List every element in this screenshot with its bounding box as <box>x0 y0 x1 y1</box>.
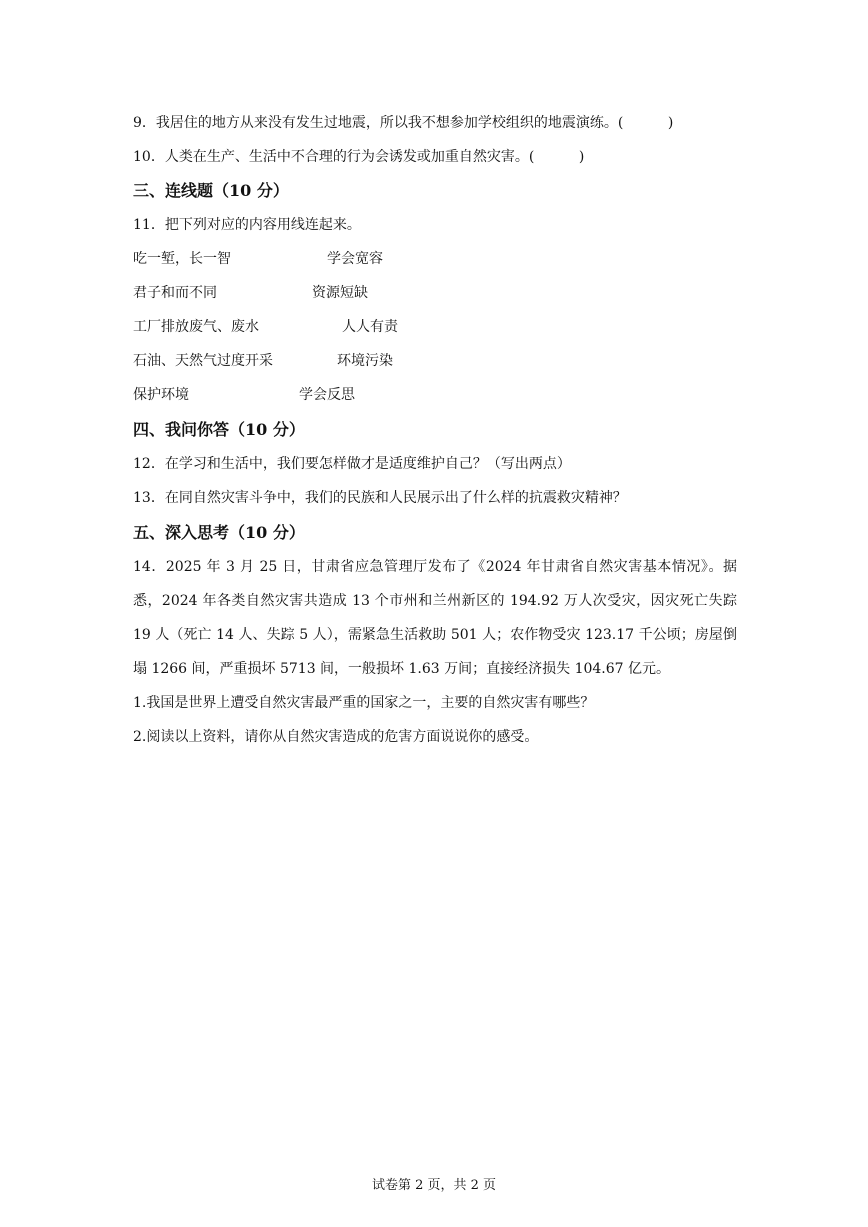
match-left-item[interactable]: 君子和而不同 <box>133 285 217 301</box>
match-left-item[interactable]: 吃一堑，长一智 <box>133 251 231 267</box>
answer-bracket-close: ) <box>667 115 674 131</box>
page-footer: 试卷第 2 页，共 2 页 <box>371 1178 497 1193</box>
section-4-title: 四、我问你答（10 分） <box>133 420 305 439</box>
match-row <box>133 250 633 268</box>
question-10-text: 10．人类在生产、生活中不合理的行为会诱发或加重自然灾害。 <box>133 149 529 165</box>
match-left-item[interactable]: 石油、天然气过度开采 <box>133 353 273 369</box>
answer-bracket-open: ( <box>528 149 535 165</box>
question-14-sub-1: 1.我国是世界上遭受自然灾害最严重的国家之一，主要的自然灾害有哪些？ <box>133 695 595 711</box>
question-10 <box>133 148 584 166</box>
match-right-item[interactable]: 资源短缺 <box>312 285 368 301</box>
answer-blank-9[interactable] <box>623 114 668 132</box>
question-9-text: 9．我居住的地方从来没有发生过地震，所以我不想参加学校组织的地震演练。 <box>133 115 618 131</box>
question-11: 11．把下列对应的内容用线连起来。 <box>133 217 361 233</box>
match-row <box>133 352 633 370</box>
question-13: 13．在同自然灾害斗争中，我们的民族和人民展示出了什么样的抗震救灾精神？ <box>133 490 627 506</box>
match-right-item[interactable]: 学会反思 <box>299 387 355 403</box>
section-3-title: 三、连线题（10 分） <box>133 181 289 200</box>
match-right-item[interactable]: 环境污染 <box>337 353 393 369</box>
answer-blank-10[interactable] <box>534 148 579 166</box>
match-row <box>133 386 633 404</box>
match-row <box>133 318 633 336</box>
match-left-item[interactable]: 工厂排放废气、废水 <box>133 319 259 335</box>
question-14-passage: 14．2025 年 3 月 25 日，甘肃省应急管理厅发布了《2024 年甘肃省自然灾害基本情况》。据悉，2024 年各类自然灾害共造成 13 个市州和兰州新区的 194.92 万人次受灾，因灾死亡失踪 19 人（死亡 14 人、失踪 5 人），需紧急生活救助 501 人；农作物受灾 123.17 千公顷；房屋倒塌 1266 间，严重损坏 5713 间，一般损坏 1.63 万间；直接经济损失 104.67 亿元。 <box>133 559 737 677</box>
match-row <box>133 284 633 302</box>
match-right-item[interactable]: 人人有责 <box>342 319 398 335</box>
answer-bracket-open: ( <box>617 115 624 131</box>
question-12: 12．在学习和生活中，我们要怎样做才是适度维护自己？（写出两点） <box>133 456 571 472</box>
section-5-title: 五、深入思考（10 分） <box>133 523 305 542</box>
question-9 <box>133 114 673 132</box>
match-right-item[interactable]: 学会宽容 <box>327 251 383 267</box>
question-14-sub-2: 2.阅读以上资料，请你从自然灾害造成的危害方面说说你的感受。 <box>133 729 539 745</box>
match-left-item[interactable]: 保护环境 <box>133 387 189 403</box>
answer-bracket-close: ) <box>578 149 585 165</box>
